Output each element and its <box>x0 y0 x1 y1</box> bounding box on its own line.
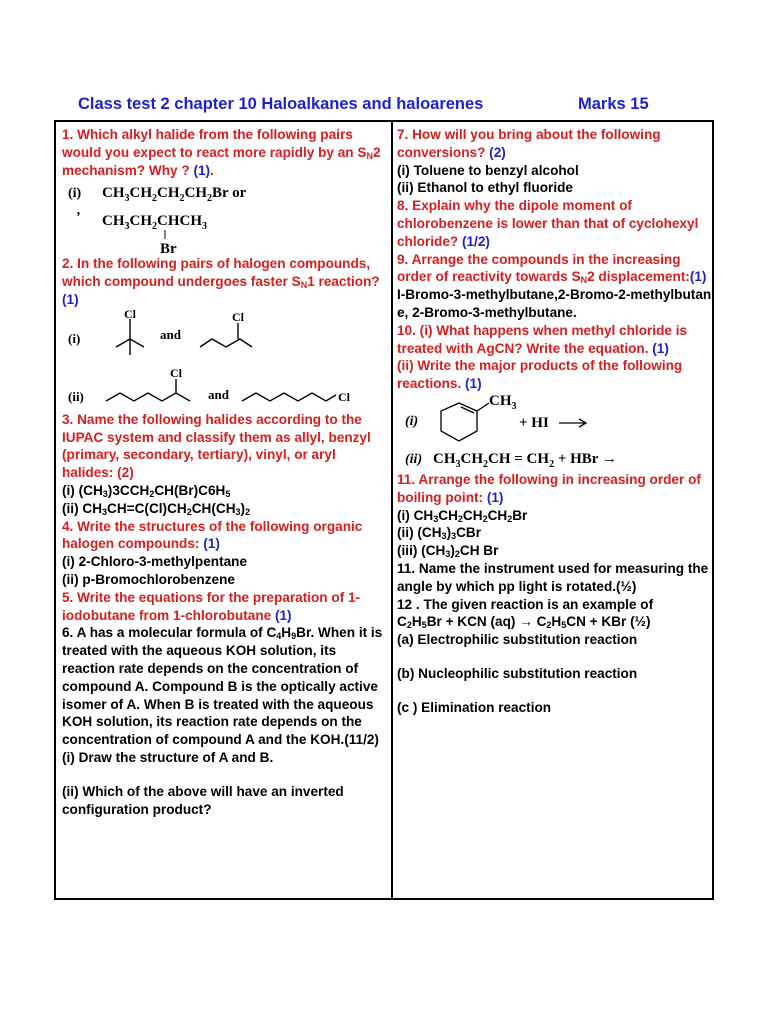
question-3: 3. Name the following halides according to the IUPAC system and classify them as allyl, benzyl (primary, secondary, tertiary), vinyl, or aryl halides: (2) <box>62 411 371 481</box>
right-column <box>397 126 713 717</box>
svg-text:+ HI: + HI <box>519 414 549 431</box>
q11a-item-iii: (iii) $(CH_3)_2CH$ Br <box>397 543 499 560</box>
q12-option-c: (c ) Elimination reaction <box>397 699 552 715</box>
q1-formula-b: $CH_3CH_2CHCH_3$ <box>102 213 207 233</box>
q1-structures <box>62 179 384 255</box>
q7-item-ii: (ii) Ethanol to ethyl fluoride <box>397 180 573 196</box>
question-2: 2. In the following pairs of halogen compounds, which compound undergoes faster $S_N1$ reaction? (1) <box>62 256 380 307</box>
q6-item-i: (i) Draw the structure of A and B. <box>62 749 274 765</box>
svg-text:Br: Br <box>160 241 177 256</box>
question-9: 9. Arrange the compounds in the increasing order of reactivity towards $S_N2$ displacement:(1) <box>397 251 707 286</box>
question-7: 7. How will you bring about the following conversions? (2) <box>397 127 661 160</box>
question-11a: 11. Arrange the following in increasing order of boiling point: (1) <box>397 471 701 505</box>
svg-text:Cl: Cl <box>124 308 136 321</box>
svg-text:and: and <box>208 386 229 402</box>
question-10-ii: (ii) Write the major products of the following reactions. (1) <box>397 358 683 392</box>
svg-text:(ii): (ii) <box>68 388 84 404</box>
left-column <box>62 126 384 818</box>
q1-formula-a: $CH_3CH_2CH_2CH_2Br$ or <box>102 185 247 205</box>
q2-structures <box>62 309 384 411</box>
svg-text:and: and <box>160 326 181 342</box>
q3-item-i: (i) $(CH_3)3CCH_2CH(Br)C6H_5$ <box>62 482 231 499</box>
q4-item-ii: (ii) p-Bromochlorobenzene <box>62 571 235 587</box>
question-1: 1. Which alkyl halide from the following pairs would you expect to react more rapidly by an $S_N2$ mechanism? Why ? (1). <box>62 127 381 178</box>
svg-text:(i): (i) <box>68 330 81 346</box>
question-4: 4. Write the structures of the following organic halogen compounds: (1) <box>62 518 363 552</box>
q1-i-label: (i) <box>68 186 82 202</box>
question-8: 8. Explain why the dipole moment of chlorobenzene is lower than that of cyclohexyl chloride? (1/2) <box>397 198 699 249</box>
q10-reactions <box>397 393 713 471</box>
q9-list: I-Bromo-3-methylbutane,2-Bromo-2-methylbutane, 2-Bromo-3-methylbutane. <box>397 287 712 320</box>
q7-item-i: (i) Toluene to benzyl alcohol <box>397 162 579 178</box>
marks-label: Marks 15 <box>578 95 649 113</box>
q12-equation: $C_2H_5Br$ + KCN $(aq) \to C_2H_5CN$ + KBr (½) <box>397 614 651 631</box>
svg-text:Cl: Cl <box>232 309 244 324</box>
svg-text:(ii): (ii) <box>405 451 423 467</box>
q4-item-i: (i) 2-Chloro-3-methylpentane <box>62 554 248 570</box>
question-6: 6. A has a molecular formula of $C_4H_9Br$. When it is treated with the aqueous KOH solution, its reaction rate depends on the concentration of compound A. Compound B is the optically active isomer of A. When B is treated with the aqueous KOH solution, its reaction rate depends on the concentration of compound A and the KOH.(11/2) <box>62 625 383 748</box>
column-divider <box>391 122 393 898</box>
question-5: 5. Write the equations for the preparation of 1-iodobutane from 1-chlorobutane (1) <box>62 589 361 623</box>
svg-text:(i): (i) <box>405 413 419 429</box>
question-table <box>54 120 714 900</box>
q6-item-ii: (ii) Which of the above will have an inverted configuration product? <box>62 783 344 817</box>
svg-text:CH3: $CH_3$ <box>489 392 517 412</box>
question-11b: 11. Name the instrument used for measuring the angle by which pp light is rotated.(½) <box>397 560 709 594</box>
q11a-item-ii: (ii) $(CH_3)_3CBr$ <box>397 525 482 542</box>
svg-text:CH3CH2CH = CH2 + HBr →: $CH_3CH_2CH = CH_2$ + HBr → <box>433 450 617 470</box>
q11a-item-i: (i) $CH_3CH_2CH_2CH_2Br$ <box>397 507 528 524</box>
q3-item-ii: (ii) $CH_3CH=C(Cl)CH_2CH(CH_3)_2$ <box>62 500 251 517</box>
svg-text:Cl: Cl <box>170 365 182 380</box>
svg-text:Cl: Cl <box>338 389 350 404</box>
q12-option-b: (b) Nucleophilic substitution reaction <box>397 665 638 681</box>
page-title: Class test 2 chapter 10 Haloalkanes and haloarenes <box>78 95 484 113</box>
question-10: 10. (i) What happens when methyl chloride is treated with AgCN? Write the equation. (1) <box>397 322 688 356</box>
question-12: 12 . The given reaction is an example of <box>397 596 654 612</box>
svg-text:’: ’ <box>76 210 81 226</box>
q12-option-a: (a) Electrophilic substitution reaction <box>397 632 638 648</box>
